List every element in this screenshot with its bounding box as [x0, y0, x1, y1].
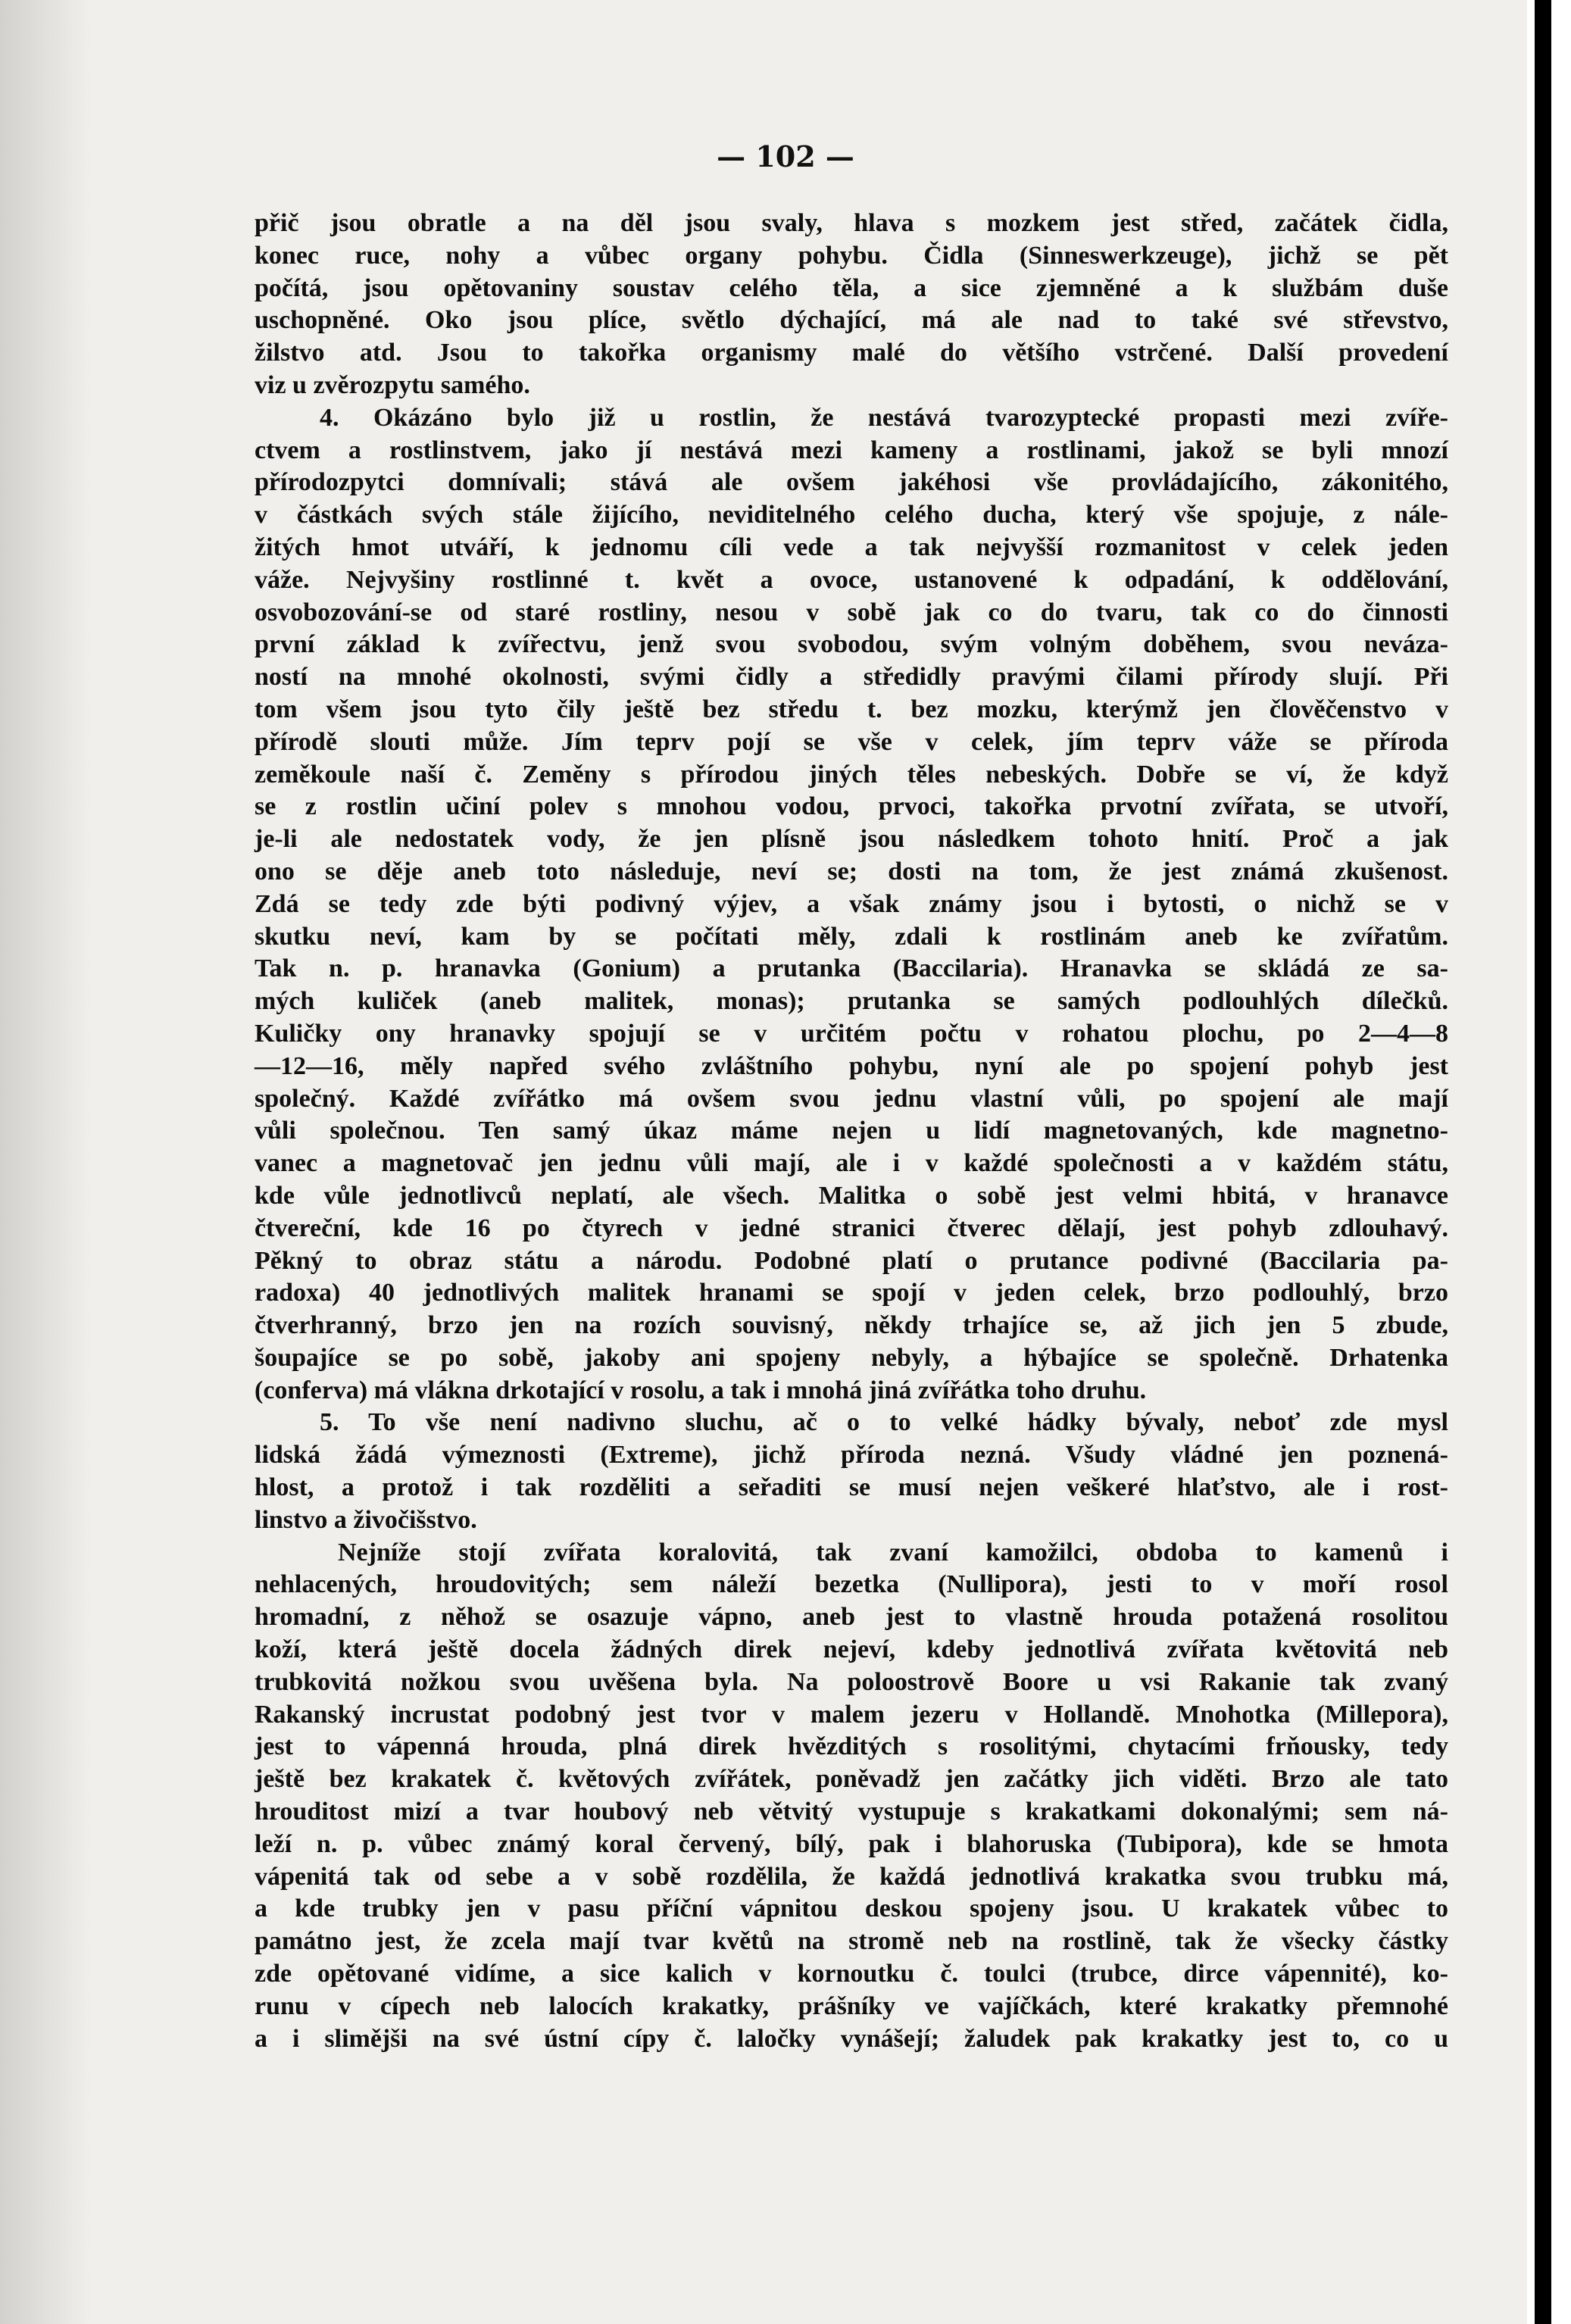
- text-line: jest to vápenná hrouda, plná direk hvězditých s rosolitými, chytacími frňousky, tedy: [255, 1732, 1448, 1761]
- text-line: hromadní, z něhož se osazuje vápno, aneb jest to vlastně hrouda potažená rosolitou: [255, 1603, 1448, 1632]
- text-line: přírodě slouti může. Jím teprv pojí se vše v celek, jím teprv váže se příroda: [255, 727, 1448, 756]
- text-line: koží, která ještě docela žádných direk nejeví, kdeby jednotlivá zvířata květovitá neb: [255, 1635, 1448, 1664]
- text-line: 4. Okázáno bylo již u rostlin, že nestává tvarozyptecké propasti mezi zvíře-: [320, 403, 1448, 432]
- page-number: — 102 —: [717, 139, 854, 173]
- text-line: mých kuliček (aneb malitek, monas); prutanka se samých podlouhlých dílečků.: [255, 987, 1448, 1016]
- text-line: radoxa) 40 jednotlivých malitek hranami se spojí v jeden celek, brzo podlouhlý, brzo: [255, 1279, 1448, 1307]
- text-line: Zdá se tedy zde býti podivný výjev, a však známy jsou i bytosti, o nichž se v: [255, 889, 1448, 918]
- body-text: [255, 208, 1448, 2055]
- text-line: vůli společnou. Ten samý úkaz máme nejen u lidí magnetovaných, kde magnetno-: [255, 1117, 1448, 1145]
- text-line: lidská žádá výmeznosti (Extreme), jichž příroda nezná. Všudy vládné jen poznená-: [255, 1441, 1448, 1470]
- text-line: se z rostlin učiní polev s mnohou vodou, prvoci, takořka prvotní zvířata, se utvoří,: [255, 792, 1448, 821]
- text-line: runu v cípech neb lalocích krakatky, prášníky ve vajíčkách, které krakatky přemnohé: [255, 1991, 1448, 2020]
- text-line: Kuličky ony hranavky spojují se v určitém počtu v rohatou plochu, po 2—4—8: [255, 1019, 1448, 1048]
- text-line: (conferva) má vlákna drkotající v rosolu, a tak i mnohá jiná zvířátka toho druhu.: [255, 1376, 1147, 1404]
- text-line: ono se děje aneb toto následuje, neví se; dosti na tom, že jest známá zkušenost.: [255, 857, 1448, 886]
- text-line: konec ruce, nohy a vůbec organy pohybu. Čidla (Sinneswerkzeuge), jichž se pět: [255, 241, 1448, 270]
- text-line: žilstvo atd. Jsou to takořka organismy malé do většího vstrčené. Další provedení: [255, 339, 1448, 367]
- text-line: hrouditost mizí a tvar houbový neb větvitý vystupuje s krakatkami dokonalými; sem ná-: [255, 1798, 1448, 1826]
- text-line: uschopněné. Oko jsou plíce, světlo dýchající, má ale nad to také své střevstvo,: [255, 306, 1448, 335]
- text-line: vanec a magnetovač jen jednu vůli mají, ale i v každé společnosti a v každém státu,: [255, 1149, 1448, 1178]
- text-line: Pěkný to obraz státu a národu. Podobné platí o prutance podivné (Baccilaria pa-: [255, 1246, 1448, 1275]
- text-line: 5. To vše není nadivno sluchu, ač o to velké hádky bývaly, neboť zde mysl: [320, 1408, 1448, 1437]
- text-line: zde opětované vidíme, a sice kalich v kornoutku č. toulci (trubce, dirce vápennité), ko-: [255, 1960, 1448, 1988]
- text-line: památno jest, že zcela mají tvar květů na stromě neb na rostlině, tak že všecky částky: [255, 1927, 1448, 1956]
- text-line: kde vůle jednotlivců neplatí, ale všech. Malitka o sobě jest velmi hbitá, v hranavce: [255, 1181, 1448, 1210]
- text-line: skutku neví, kam by se počítati měly, zdali k rostlinám aneb ke zvířatům.: [255, 922, 1448, 951]
- text-line: tom všem jsou tyto čily ještě bez středu t. bez mozku, kterýmž jen člověčenstvo v: [255, 695, 1448, 723]
- text-line: Nejníže stojí zvířata koralovitá, tak zvaní kamožilci, obdoba to kamenů i: [338, 1538, 1448, 1567]
- text-line: počítá, jsou opětovaniny soustav celého těla, a sice zjemněné a k službám duše: [255, 273, 1448, 302]
- text-line: přírodozpytci domnívali; stává ale ovšem jakéhosi vše provládajícího, zákonitého,: [255, 468, 1448, 497]
- text-line: zeměkoule naší č. Zeměny s přírodou jiných těles nebeských. Dobře se ví, že když: [255, 760, 1448, 789]
- text-line: čtvereční, kde 16 po čtyrech v jedné stranici čtverec dělají, jest pohyb zdlouhavý.: [255, 1214, 1448, 1242]
- text-line: váže. Nejvyšiny rostlinné t. květ a ovoce, ustanovené k odpadání, k oddělování,: [255, 565, 1448, 594]
- text-line: vápenitá tak od sebe a v sobě rozdělila, že každá jednotlivá krakatka svou trubku má,: [255, 1862, 1448, 1891]
- text-line: a kde trubky jen v pasu příční vápnitou deskou spojeny jsou. U krakatek vůbec to: [255, 1894, 1448, 1923]
- text-line: trubkovitá nožkou svou uvěšena byla. Na poloostrově Boore u vsi Rakanie tak zvaný: [255, 1667, 1448, 1696]
- scan-edge-bar: [1535, 0, 1551, 2324]
- text-line: —12—16, měly napřed svého zvláštního pohybu, nyní ale po spojení pohyb jest: [255, 1051, 1448, 1080]
- text-line: ností na mnohé okolnosti, svými čidly a středidly pravými čilami přírody slují. Při: [255, 663, 1448, 692]
- text-line: žitých hmot utváří, k jednomu cíli vede a tak nejvyšší rozmanitost v celek jeden: [255, 533, 1448, 561]
- text-line: Tak n. p. hranavka (Gonium) a prutanka (Baccilaria). Hranavka se skládá ze sa-: [255, 954, 1448, 983]
- text-line: leží n. p. vůbec známý koral červený, bílý, pak i blahoruska (Tubipora), kde se hmota: [255, 1829, 1448, 1858]
- text-line: je-li ale nedostatek vody, že jen plísně jsou následkem tohoto hnití. Proč a jak: [255, 825, 1448, 854]
- text-line: nehlacených, hroudovitých; sem náleží bezetka (Nullipora), jesti to v moří rosol: [255, 1570, 1448, 1599]
- text-line: ještě bez krakatek č. květových zvířátek, poněvadž jen začátky jich viděti. Brzo ale tato: [255, 1765, 1448, 1794]
- text-line: šoupajíce se po sobě, jakoby ani spojeny nebyly, a hýbajíce se společně. Drhatenka: [255, 1343, 1448, 1372]
- text-line: hlost, a protož i tak rozděliti a seřaditi se musí nejen veškeré hlaťstvo, ale i rost-: [255, 1473, 1448, 1502]
- text-line: a i slimějši na své ústní cípy č. laločky vynášejí; žaludek pak krakatky jest to, co u: [255, 2024, 1448, 2053]
- text-line: ctvem a rostlinstvem, jako jí nestává mezi kameny a rostlinami, jakož se byli mnozí: [255, 436, 1448, 464]
- text-line: čtverhranný, brzo jen na rozích souvisný, někdy trhajíce se, až jich jen 5 zbude,: [255, 1311, 1448, 1340]
- text-line: linstvo a živočišstvo.: [255, 1505, 477, 1534]
- text-line: první základ k zvířectvu, jenž svou svobodou, svým volným doběhem, svou neváza-: [255, 630, 1448, 659]
- text-line: společný. Každé zvířátko má ovšem svou jednu vlastní vůli, po spojení ale mají: [255, 1084, 1448, 1113]
- text-line: v částkách svých stále žijícího, neviditelného celého ducha, který vše spojuje, z nále-: [255, 501, 1448, 529]
- text-line: přič jsou obratle a na děl jsou svaly, hlava s mozkem jest střed, začátek čidla,: [255, 209, 1448, 237]
- text-line: osvobozování-se od staré rostliny, nesou v sobě jak co do tvaru, tak co do činnosti: [255, 598, 1448, 626]
- text-line: Rakanský incrustat podobný jest tvor v malem jezeru v Hollandě. Mnohotka (Millepora),: [255, 1700, 1448, 1729]
- text-line: viz u zvěrozpytu samého.: [255, 370, 530, 399]
